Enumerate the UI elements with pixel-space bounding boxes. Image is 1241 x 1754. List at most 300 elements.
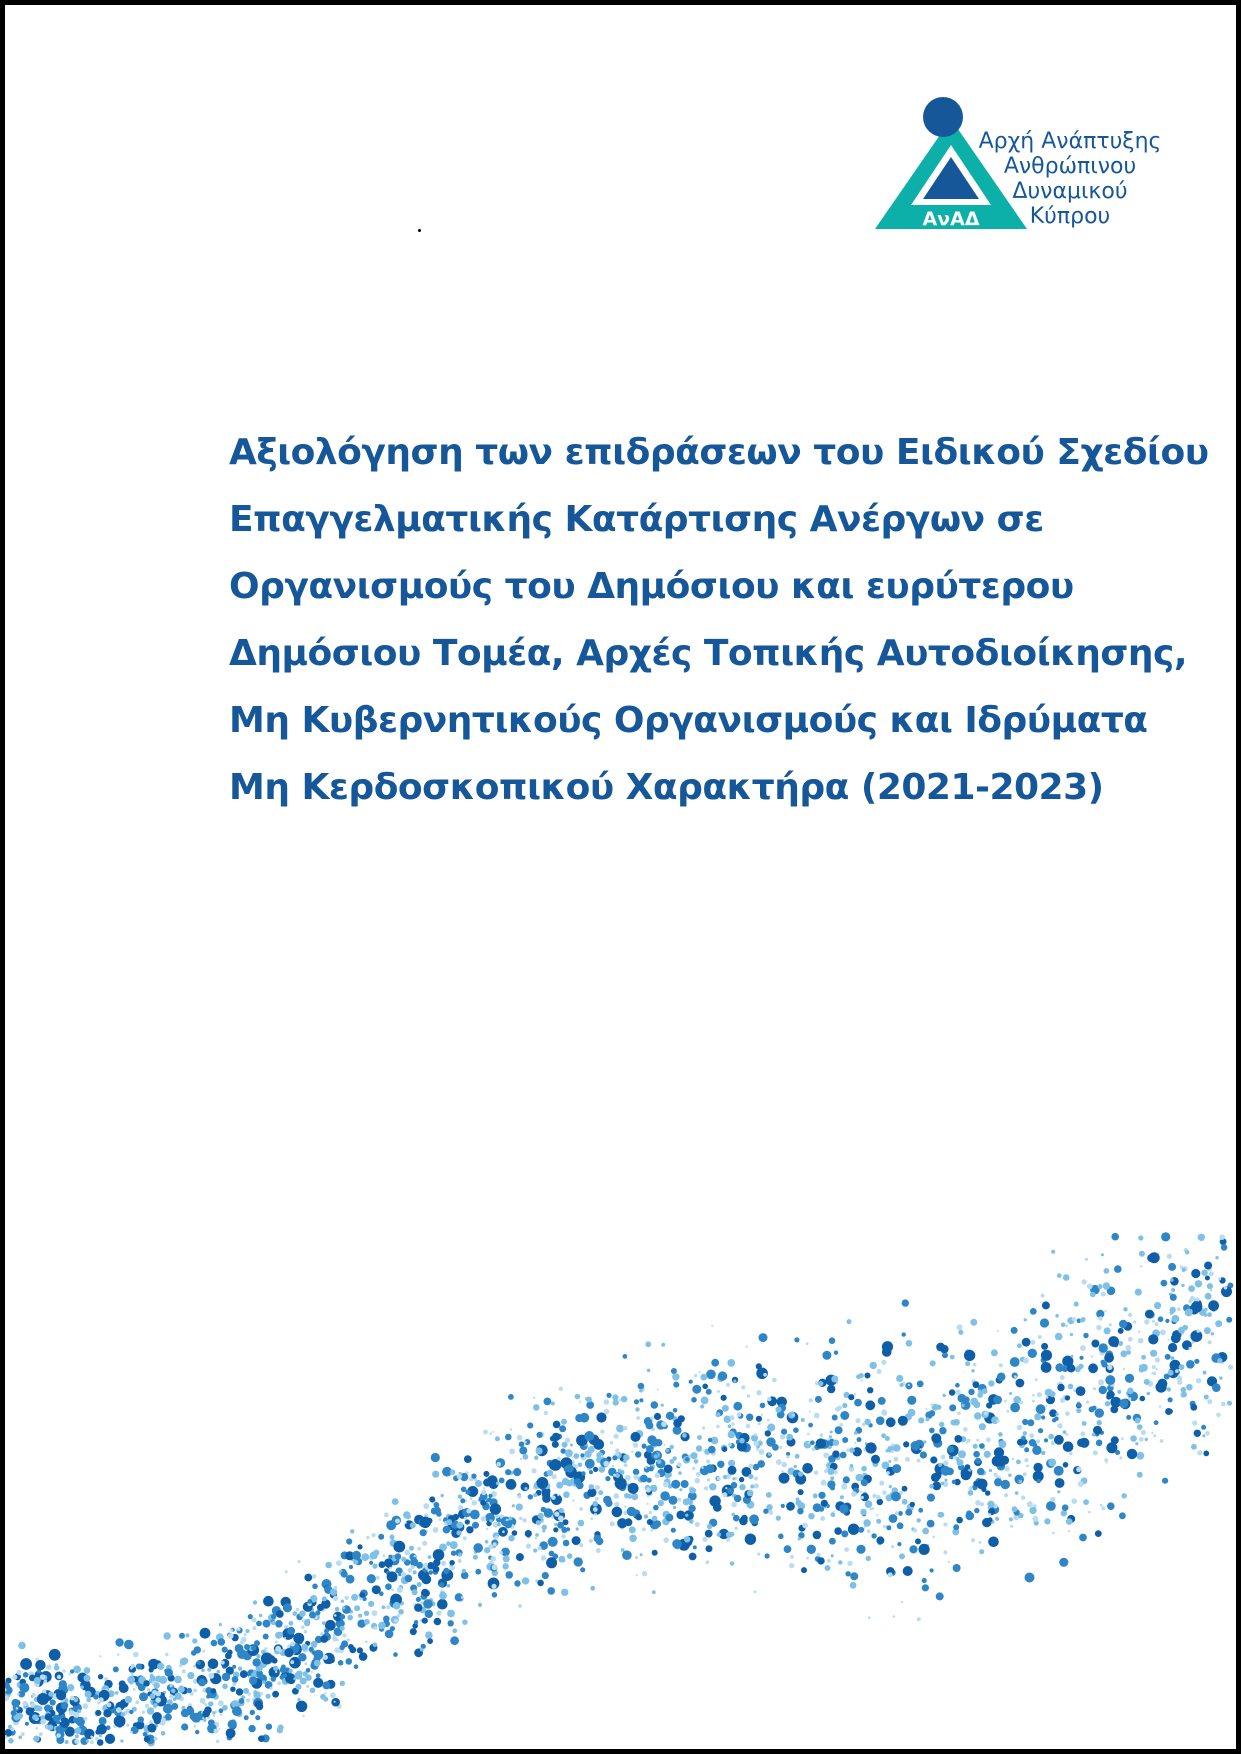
decorative-dot xyxy=(1217,1358,1222,1363)
decorative-dot xyxy=(691,1397,697,1403)
decorative-dot xyxy=(1030,1308,1037,1315)
decorative-dot xyxy=(433,1549,445,1561)
decorative-dot xyxy=(131,1672,134,1675)
decorative-dot xyxy=(649,1466,654,1471)
decorative-dot xyxy=(817,1553,821,1557)
decorative-dot xyxy=(1186,1360,1195,1369)
decorative-dot xyxy=(1188,1347,1191,1350)
decorative-dot xyxy=(941,1455,946,1460)
decorative-dot xyxy=(956,1517,963,1524)
decorative-dot xyxy=(40,1674,46,1680)
decorative-dot xyxy=(520,1458,522,1460)
logo-name-line: Αρχή Ανάπτυξης xyxy=(978,129,1162,154)
decorative-dot xyxy=(117,1653,119,1655)
decorative-dot xyxy=(428,1555,432,1559)
decorative-dot xyxy=(462,1620,467,1625)
decorative-dot xyxy=(447,1610,455,1618)
decorative-dot xyxy=(1012,1506,1018,1512)
decorative-dot xyxy=(1070,1333,1073,1336)
decorative-dot xyxy=(1215,1320,1222,1327)
decorative-dot xyxy=(334,1647,340,1653)
decorative-dot xyxy=(953,1524,959,1530)
decorative-dot xyxy=(636,1574,638,1576)
decorative-dot xyxy=(891,1492,901,1502)
decorative-dot xyxy=(638,1383,645,1390)
decorative-dot xyxy=(881,1409,886,1414)
decorative-dot xyxy=(154,1737,158,1741)
decorative-dot xyxy=(804,1441,812,1449)
decorative-dot xyxy=(1120,1350,1127,1357)
decorative-dot xyxy=(749,1514,759,1524)
decorative-dot xyxy=(216,1740,219,1743)
decorative-dot xyxy=(518,1604,522,1608)
decorative-dot xyxy=(554,1523,557,1526)
decorative-dot xyxy=(62,1669,65,1672)
decorative-dot xyxy=(1145,1438,1148,1441)
decorative-dot xyxy=(558,1515,564,1521)
decorative-dot xyxy=(147,1688,150,1691)
decorative-dot xyxy=(987,1517,992,1522)
decorative-dot xyxy=(18,1642,26,1650)
decorative-dot xyxy=(61,1702,68,1709)
decorative-dot xyxy=(863,1519,870,1526)
decorative-dot xyxy=(948,1446,955,1453)
decorative-dot xyxy=(977,1468,984,1475)
decorative-dot xyxy=(848,1524,859,1535)
decorative-dot xyxy=(930,1456,937,1463)
decorative-dot xyxy=(1170,1278,1174,1282)
decorative-dot xyxy=(968,1490,974,1496)
decorative-dot xyxy=(898,1416,908,1426)
decorative-dot xyxy=(1021,1496,1025,1500)
decorative-dot xyxy=(604,1409,609,1414)
decorative-dot xyxy=(522,1577,529,1584)
decorative-dot xyxy=(579,1507,583,1511)
decorative-dot xyxy=(366,1536,369,1539)
decorative-dot xyxy=(187,1672,194,1679)
decorative-dot xyxy=(651,1401,659,1409)
decorative-dot xyxy=(450,1541,458,1549)
decorative-dot xyxy=(368,1601,374,1607)
decorative-dot xyxy=(298,1653,306,1661)
decorative-dot xyxy=(867,1529,871,1533)
decorative-dot xyxy=(574,1557,583,1566)
decorative-dot xyxy=(564,1466,570,1472)
decorative-dot xyxy=(1204,1313,1207,1316)
decorative-dot xyxy=(150,1693,156,1699)
decorative-dot xyxy=(1068,1384,1074,1390)
decorative-dot xyxy=(703,1449,705,1451)
decorative-dot xyxy=(933,1536,936,1539)
decorative-dot xyxy=(1068,1530,1070,1532)
decorative-dot xyxy=(495,1436,500,1441)
decorative-dot xyxy=(1168,1263,1176,1271)
decorative-dot xyxy=(150,1674,154,1678)
decorative-dot xyxy=(202,1650,205,1653)
decorative-dot xyxy=(239,1698,245,1704)
decorative-dot xyxy=(868,1616,871,1619)
decorative-dot xyxy=(537,1580,544,1587)
decorative-dot xyxy=(731,1422,734,1425)
decorative-dot xyxy=(708,1438,712,1442)
decorative-dot xyxy=(909,1545,917,1553)
decorative-dot xyxy=(877,1369,882,1374)
decorative-dot xyxy=(747,1394,751,1398)
decorative-dot xyxy=(854,1399,862,1407)
decorative-dot xyxy=(704,1486,708,1490)
decorative-dot xyxy=(524,1441,527,1444)
decorative-dot xyxy=(486,1528,488,1530)
decorative-dot xyxy=(237,1628,241,1632)
decorative-dot xyxy=(228,1633,234,1639)
decorative-dot xyxy=(1028,1349,1037,1358)
decorative-dot xyxy=(207,1668,211,1672)
decorative-dot xyxy=(149,1720,153,1724)
decorative-dot xyxy=(405,1550,411,1556)
decorative-dot xyxy=(733,1380,736,1383)
decorative-dot xyxy=(930,1360,936,1366)
decorative-dot xyxy=(47,1724,53,1730)
decorative-dot xyxy=(243,1688,249,1694)
decorative-dot xyxy=(973,1363,977,1367)
decorative-dot xyxy=(794,1337,799,1342)
decorative-dot xyxy=(1227,1401,1232,1406)
decorative-dot xyxy=(1027,1419,1034,1426)
decorative-dot xyxy=(1127,1388,1133,1394)
decorative-dot xyxy=(610,1441,613,1444)
decorative-dot xyxy=(346,1658,353,1665)
decorative-dot xyxy=(1052,1418,1056,1422)
decorative-dot xyxy=(809,1411,811,1413)
decorative-dot xyxy=(776,1516,781,1521)
decorative-dot xyxy=(443,1568,449,1574)
decorative-dot xyxy=(37,1693,49,1705)
decorative-dot xyxy=(879,1481,884,1486)
decorative-dot xyxy=(506,1479,517,1490)
decorative-dot xyxy=(1152,1365,1156,1369)
decorative-dot xyxy=(1057,1273,1062,1278)
decorative-dot xyxy=(554,1511,559,1516)
decorative-dot xyxy=(702,1537,707,1542)
decorative-dot xyxy=(115,1638,123,1646)
decorative-dot xyxy=(32,1714,38,1720)
decorative-dot xyxy=(252,1658,260,1666)
decorative-dot xyxy=(191,1650,197,1656)
decorative-dot xyxy=(17,1713,23,1719)
decorative-dot xyxy=(200,1698,206,1704)
decorative-dot xyxy=(503,1555,510,1562)
decorative-dot xyxy=(481,1516,487,1522)
decorative-dot xyxy=(842,1437,848,1443)
decorative-dot xyxy=(348,1644,354,1650)
decorative-dot xyxy=(1172,1315,1180,1323)
decorative-dot xyxy=(827,1385,835,1393)
decorative-dot xyxy=(767,1419,770,1422)
decorative-dot xyxy=(1055,1314,1059,1318)
decorative-dot xyxy=(59,1680,67,1688)
decorative-dot xyxy=(120,1739,123,1742)
decorative-dot xyxy=(283,1673,287,1677)
decorative-dot xyxy=(728,1431,735,1438)
decorative-dot xyxy=(757,1553,760,1556)
decorative-dot xyxy=(850,1582,857,1589)
decorative-dot xyxy=(572,1500,574,1502)
decorative-dot xyxy=(367,1574,376,1583)
decorative-dot xyxy=(107,1703,112,1708)
decorative-dot xyxy=(341,1600,344,1603)
decorative-dot xyxy=(670,1445,674,1449)
decorative-dot xyxy=(1170,1307,1176,1313)
decorative-dot xyxy=(1207,1312,1212,1317)
decorative-dot xyxy=(635,1451,641,1457)
decorative-dot xyxy=(502,1563,508,1569)
decorative-dot xyxy=(1088,1511,1091,1514)
decorative-dot xyxy=(331,1698,340,1707)
decorative-dot xyxy=(997,1373,1006,1382)
decorative-dot xyxy=(194,1725,197,1728)
decorative-dot xyxy=(338,1660,344,1666)
decorative-dot xyxy=(640,1553,643,1556)
decorative-dot xyxy=(420,1648,424,1652)
decorative-dot xyxy=(393,1652,398,1657)
decorative-dot xyxy=(347,1615,353,1621)
decorative-dot xyxy=(821,1500,828,1507)
decorative-dot xyxy=(823,1452,829,1458)
decorative-dot xyxy=(781,1462,787,1468)
decorative-dot xyxy=(73,1666,81,1674)
decorative-dot xyxy=(850,1572,858,1580)
decorative-dot xyxy=(26,1707,34,1715)
decorative-dot xyxy=(324,1692,326,1694)
decorative-dot xyxy=(432,1471,439,1478)
decorative-dot xyxy=(429,1496,435,1502)
decorative-dot xyxy=(707,1478,710,1481)
decorative-dot xyxy=(1151,1432,1153,1434)
decorative-dot xyxy=(1041,1362,1052,1373)
decorative-dot xyxy=(386,1605,390,1609)
decorative-dot xyxy=(575,1414,583,1422)
decorative-dot xyxy=(1080,1319,1084,1323)
decorative-dot xyxy=(961,1404,965,1408)
decorative-dot xyxy=(527,1422,533,1428)
decorative-dot xyxy=(451,1551,456,1556)
decorative-dot xyxy=(203,1719,206,1722)
decorative-dot xyxy=(594,1513,597,1516)
decorative-dot xyxy=(1149,1252,1160,1263)
decorative-dot xyxy=(1023,1431,1027,1435)
decorative-dot xyxy=(968,1389,974,1395)
decorative-dot xyxy=(383,1555,386,1558)
decorative-dot xyxy=(616,1425,624,1433)
decorative-dot xyxy=(1012,1458,1014,1460)
decorative-dot xyxy=(1023,1358,1029,1364)
decorative-dot xyxy=(1091,1355,1093,1357)
decorative-dot xyxy=(1190,1404,1197,1411)
decorative-dot xyxy=(664,1444,666,1446)
decorative-dot xyxy=(313,1678,323,1688)
decorative-dot xyxy=(136,1663,142,1669)
decorative-dot xyxy=(334,1586,338,1590)
decorative-dot xyxy=(701,1467,703,1469)
decorative-dot xyxy=(434,1618,442,1626)
decorative-dot xyxy=(42,1689,46,1693)
decorative-dot xyxy=(68,1673,70,1675)
decorative-dot xyxy=(483,1430,488,1435)
decorative-dot xyxy=(551,1402,555,1406)
decorative-dot xyxy=(1060,1398,1065,1403)
decorative-dot xyxy=(364,1619,370,1625)
decorative-dot xyxy=(518,1495,522,1499)
decorative-dot xyxy=(248,1725,255,1732)
decorative-dot xyxy=(1150,1350,1157,1357)
decorative-dot xyxy=(876,1416,885,1425)
decorative-dot xyxy=(403,1511,410,1518)
decorative-dot xyxy=(842,1403,847,1408)
decorative-dot xyxy=(433,1507,441,1515)
decorative-dot xyxy=(580,1453,584,1457)
decorative-dot xyxy=(1126,1415,1131,1420)
decorative-dot xyxy=(284,1637,286,1639)
decorative-dot xyxy=(642,1527,646,1531)
decorative-dot xyxy=(593,1467,598,1472)
decorative-dot xyxy=(382,1605,386,1609)
decorative-dot xyxy=(1066,1433,1069,1436)
decorative-dot xyxy=(1127,1449,1137,1459)
decorative-dot xyxy=(759,1440,761,1442)
decorative-dot xyxy=(1219,1234,1225,1240)
decorative-dot xyxy=(376,1576,380,1580)
decorative-dot xyxy=(892,1464,901,1473)
decorative-dot xyxy=(260,1692,263,1695)
decorative-dot xyxy=(1118,1328,1124,1334)
decorative-dot xyxy=(849,1447,855,1453)
decorative-dot xyxy=(302,1715,304,1717)
decorative-dot xyxy=(615,1478,627,1490)
decorative-dot xyxy=(970,1319,977,1326)
decorative-dot xyxy=(973,1481,979,1487)
decorative-dot xyxy=(365,1640,368,1643)
decorative-dot xyxy=(145,1704,149,1708)
decorative-dot xyxy=(270,1687,273,1690)
decorative-dot xyxy=(161,1731,166,1736)
decorative-dot xyxy=(920,1451,927,1458)
decorative-dot xyxy=(633,1443,638,1448)
decorative-dot xyxy=(739,1484,745,1490)
decorative-dot xyxy=(566,1480,573,1487)
decorative-dot xyxy=(341,1640,348,1647)
decorative-dot xyxy=(1205,1431,1210,1436)
decorative-dot xyxy=(181,1723,188,1730)
decorative-dot xyxy=(244,1633,247,1636)
decorative-dot xyxy=(70,1709,72,1711)
decorative-dot xyxy=(1209,1271,1214,1276)
decorative-dot xyxy=(910,1502,915,1507)
decorative-dot xyxy=(314,1660,321,1667)
decorative-dot xyxy=(984,1411,988,1415)
decorative-dot xyxy=(984,1451,991,1458)
decorative-dot xyxy=(385,1630,394,1639)
decorative-dot xyxy=(726,1383,730,1387)
decorative-dot xyxy=(255,1715,260,1720)
decorative-dot xyxy=(325,1562,332,1569)
decorative-dot xyxy=(536,1447,543,1454)
decorative-dot xyxy=(115,1691,119,1695)
decorative-dot xyxy=(854,1431,858,1435)
decorative-dot xyxy=(786,1434,793,1441)
decorative-dot xyxy=(905,1457,910,1462)
decorative-dot xyxy=(1008,1474,1011,1477)
decorative-dot xyxy=(979,1549,984,1554)
decorative-dot xyxy=(754,1483,759,1488)
decorative-dot xyxy=(847,1319,852,1324)
decorative-dot xyxy=(1014,1375,1017,1378)
decorative-dot xyxy=(244,1644,250,1650)
decorative-dot xyxy=(1221,1244,1228,1251)
decorative-dot xyxy=(226,1728,236,1738)
decorative-dot xyxy=(1219,1376,1222,1379)
decorative-dot xyxy=(124,1640,134,1650)
decorative-dot xyxy=(1052,1532,1055,1535)
decorative-dot xyxy=(420,1601,423,1604)
decorative-dot xyxy=(277,1632,283,1638)
decorative-dot xyxy=(99,1697,104,1702)
decorative-dot xyxy=(819,1507,824,1512)
decorative-dot xyxy=(820,1433,824,1437)
decorative-dot xyxy=(669,1496,678,1505)
decorative-dot xyxy=(876,1536,884,1544)
decorative-dot xyxy=(310,1688,315,1693)
decorative-dot xyxy=(552,1441,559,1448)
decorative-dot xyxy=(925,1417,929,1421)
decorative-dot xyxy=(458,1559,462,1563)
decorative-dot xyxy=(907,1396,916,1405)
decorative-dot xyxy=(1194,1430,1201,1437)
decorative-dot xyxy=(1098,1284,1103,1289)
decorative-dot xyxy=(219,1623,222,1626)
decorative-dot xyxy=(516,1553,524,1561)
decorative-dot xyxy=(443,1526,451,1534)
decorative-dot xyxy=(931,1473,940,1482)
decorative-dot xyxy=(1045,1396,1048,1399)
decorative-dot xyxy=(814,1413,820,1419)
decorative-dot xyxy=(1171,1333,1181,1343)
decorative-dot xyxy=(1015,1491,1019,1495)
decorative-dot xyxy=(806,1557,809,1560)
decorative-dot xyxy=(1096,1440,1103,1447)
decorative-dot xyxy=(861,1509,865,1513)
decorative-dot xyxy=(899,1553,905,1559)
decorative-dot xyxy=(404,1522,406,1524)
decorative-dot xyxy=(1076,1403,1081,1408)
decorative-dot xyxy=(991,1349,998,1356)
decorative-dot xyxy=(173,1697,177,1701)
decorative-dot xyxy=(1034,1413,1041,1420)
decorative-dot xyxy=(957,1412,960,1415)
decorative-dot xyxy=(640,1475,648,1483)
decorative-dot xyxy=(647,1369,651,1373)
decorative-dot xyxy=(634,1399,639,1404)
decorative-dot xyxy=(154,1682,160,1688)
decorative-dot xyxy=(93,1694,98,1699)
decorative-dot xyxy=(786,1502,795,1511)
decorative-dot xyxy=(483,1487,485,1489)
decorative-dot xyxy=(492,1564,498,1570)
decorative-dot xyxy=(165,1653,168,1656)
decorative-dot xyxy=(253,1600,257,1604)
decorative-dot xyxy=(336,1639,339,1642)
decorative-dot xyxy=(902,1299,909,1306)
decorative-dot xyxy=(16,1707,18,1709)
